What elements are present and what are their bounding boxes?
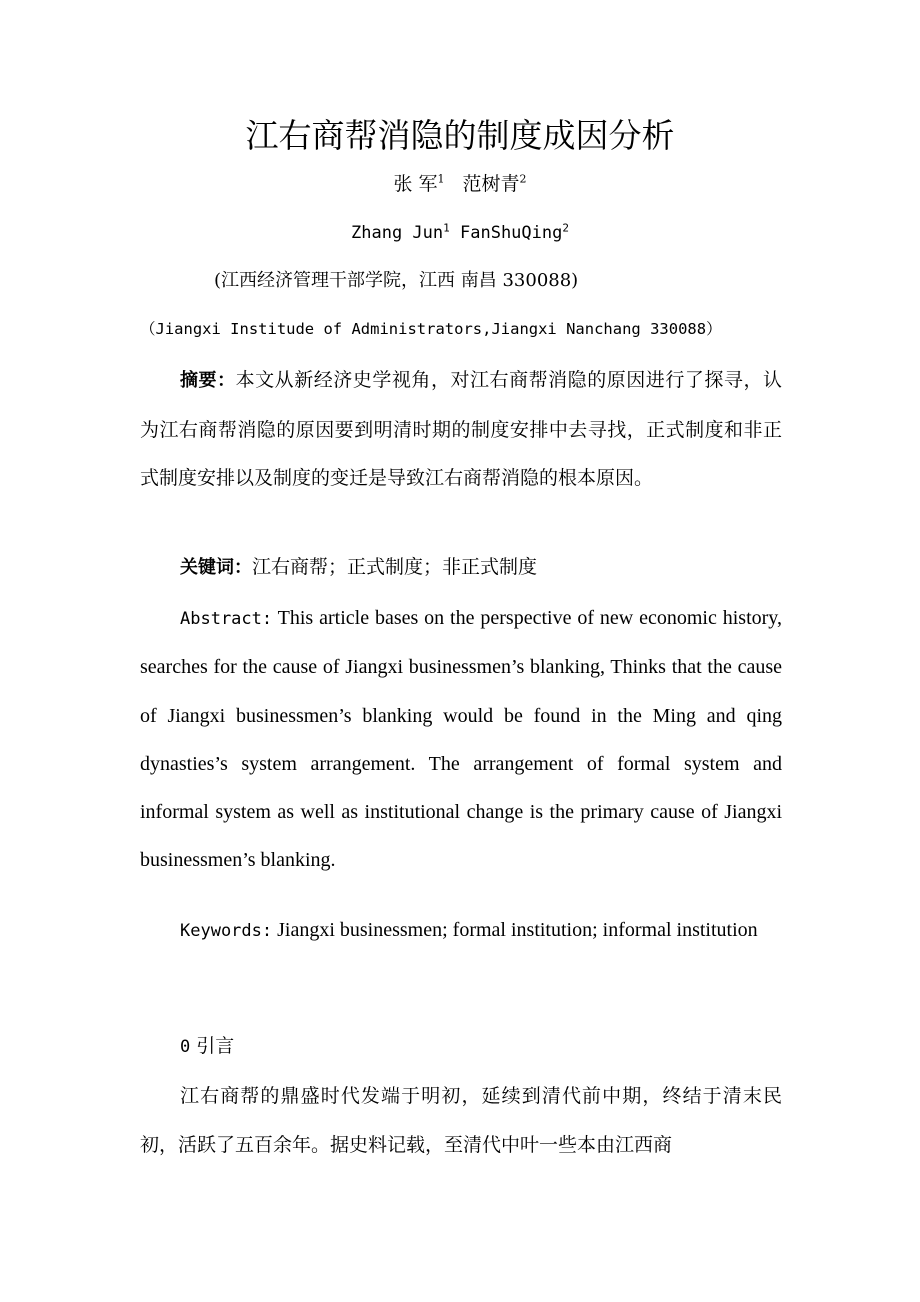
section-title: 引言	[196, 1035, 235, 1057]
author-2-name-en: FanShuQing	[460, 223, 563, 243]
affiliation-english: （Jiangxi Institude of Administrators,Jiangxi Nanchang 330088）	[140, 320, 722, 338]
section-number: 0	[180, 1037, 191, 1057]
keywords-chinese-text: 江右商帮；正式制度；非正式制度	[252, 556, 538, 578]
author-2-affiliation-mark-en: 2	[562, 221, 569, 235]
keywords-chinese-label: 关键词：	[180, 557, 252, 578]
author-1-affiliation-mark: 1	[437, 172, 445, 186]
keywords-english	[140, 906, 782, 955]
authors-chinese	[0, 168, 920, 200]
paper-title: 江右商帮消隐的制度成因分析	[245, 116, 675, 155]
abstract-english	[140, 594, 782, 885]
author-1-affiliation-mark-en: 1	[443, 221, 450, 235]
author-2-name-cn: 范树青	[462, 173, 520, 195]
abstract-english-text: This article bases on the perspective of new economic history, searches for the cause of Jiangxi businessmen’s blanking, Thinks that the cause of Jiangxi businessmen’s blanking would be found in the Ming and qing dynasties’s system arrangement. The arrangement of formal system and informal system as well as institutional change is the primary cause of Jiangxi businessmen’s blanking.	[140, 607, 782, 872]
affiliation-chinese: (江西经济管理干部学院，江西 南昌 330088)	[214, 270, 579, 291]
keywords-chinese	[140, 543, 782, 593]
authors-english	[0, 218, 920, 248]
abstract-chinese	[140, 356, 782, 503]
keywords-english-label: Keywords:	[180, 921, 273, 941]
abstract-english-label: Abstract:	[180, 609, 273, 629]
abstract-chinese-label: 摘要：	[180, 370, 236, 391]
intro-paragraph: 江右商帮的鼎盛时代发端于明初，延续到清代前中期，终结于清末民初，活跃了五百余年。据史料记载，至清代中叶一些本由江西商	[140, 1085, 782, 1156]
keywords-english-text: Jiangxi businessmen; formal institution; informal institution	[277, 919, 758, 941]
author-2-affiliation-mark: 2	[519, 172, 527, 186]
section-heading	[180, 1026, 234, 1067]
author-1-name-cn: 张 军	[393, 173, 438, 195]
author-1-name-en: Zhang Jun	[351, 223, 444, 243]
abstract-chinese-text: 本文从新经济史学视角，对江右商帮消隐的原因进行了探寻，认为江右商帮消隐的原因要到明清时期的制度安排中去寻找，正式制度和非正式制度安排以及制度的变迁是导致江右商帮消隐的根本原因。	[140, 369, 782, 489]
